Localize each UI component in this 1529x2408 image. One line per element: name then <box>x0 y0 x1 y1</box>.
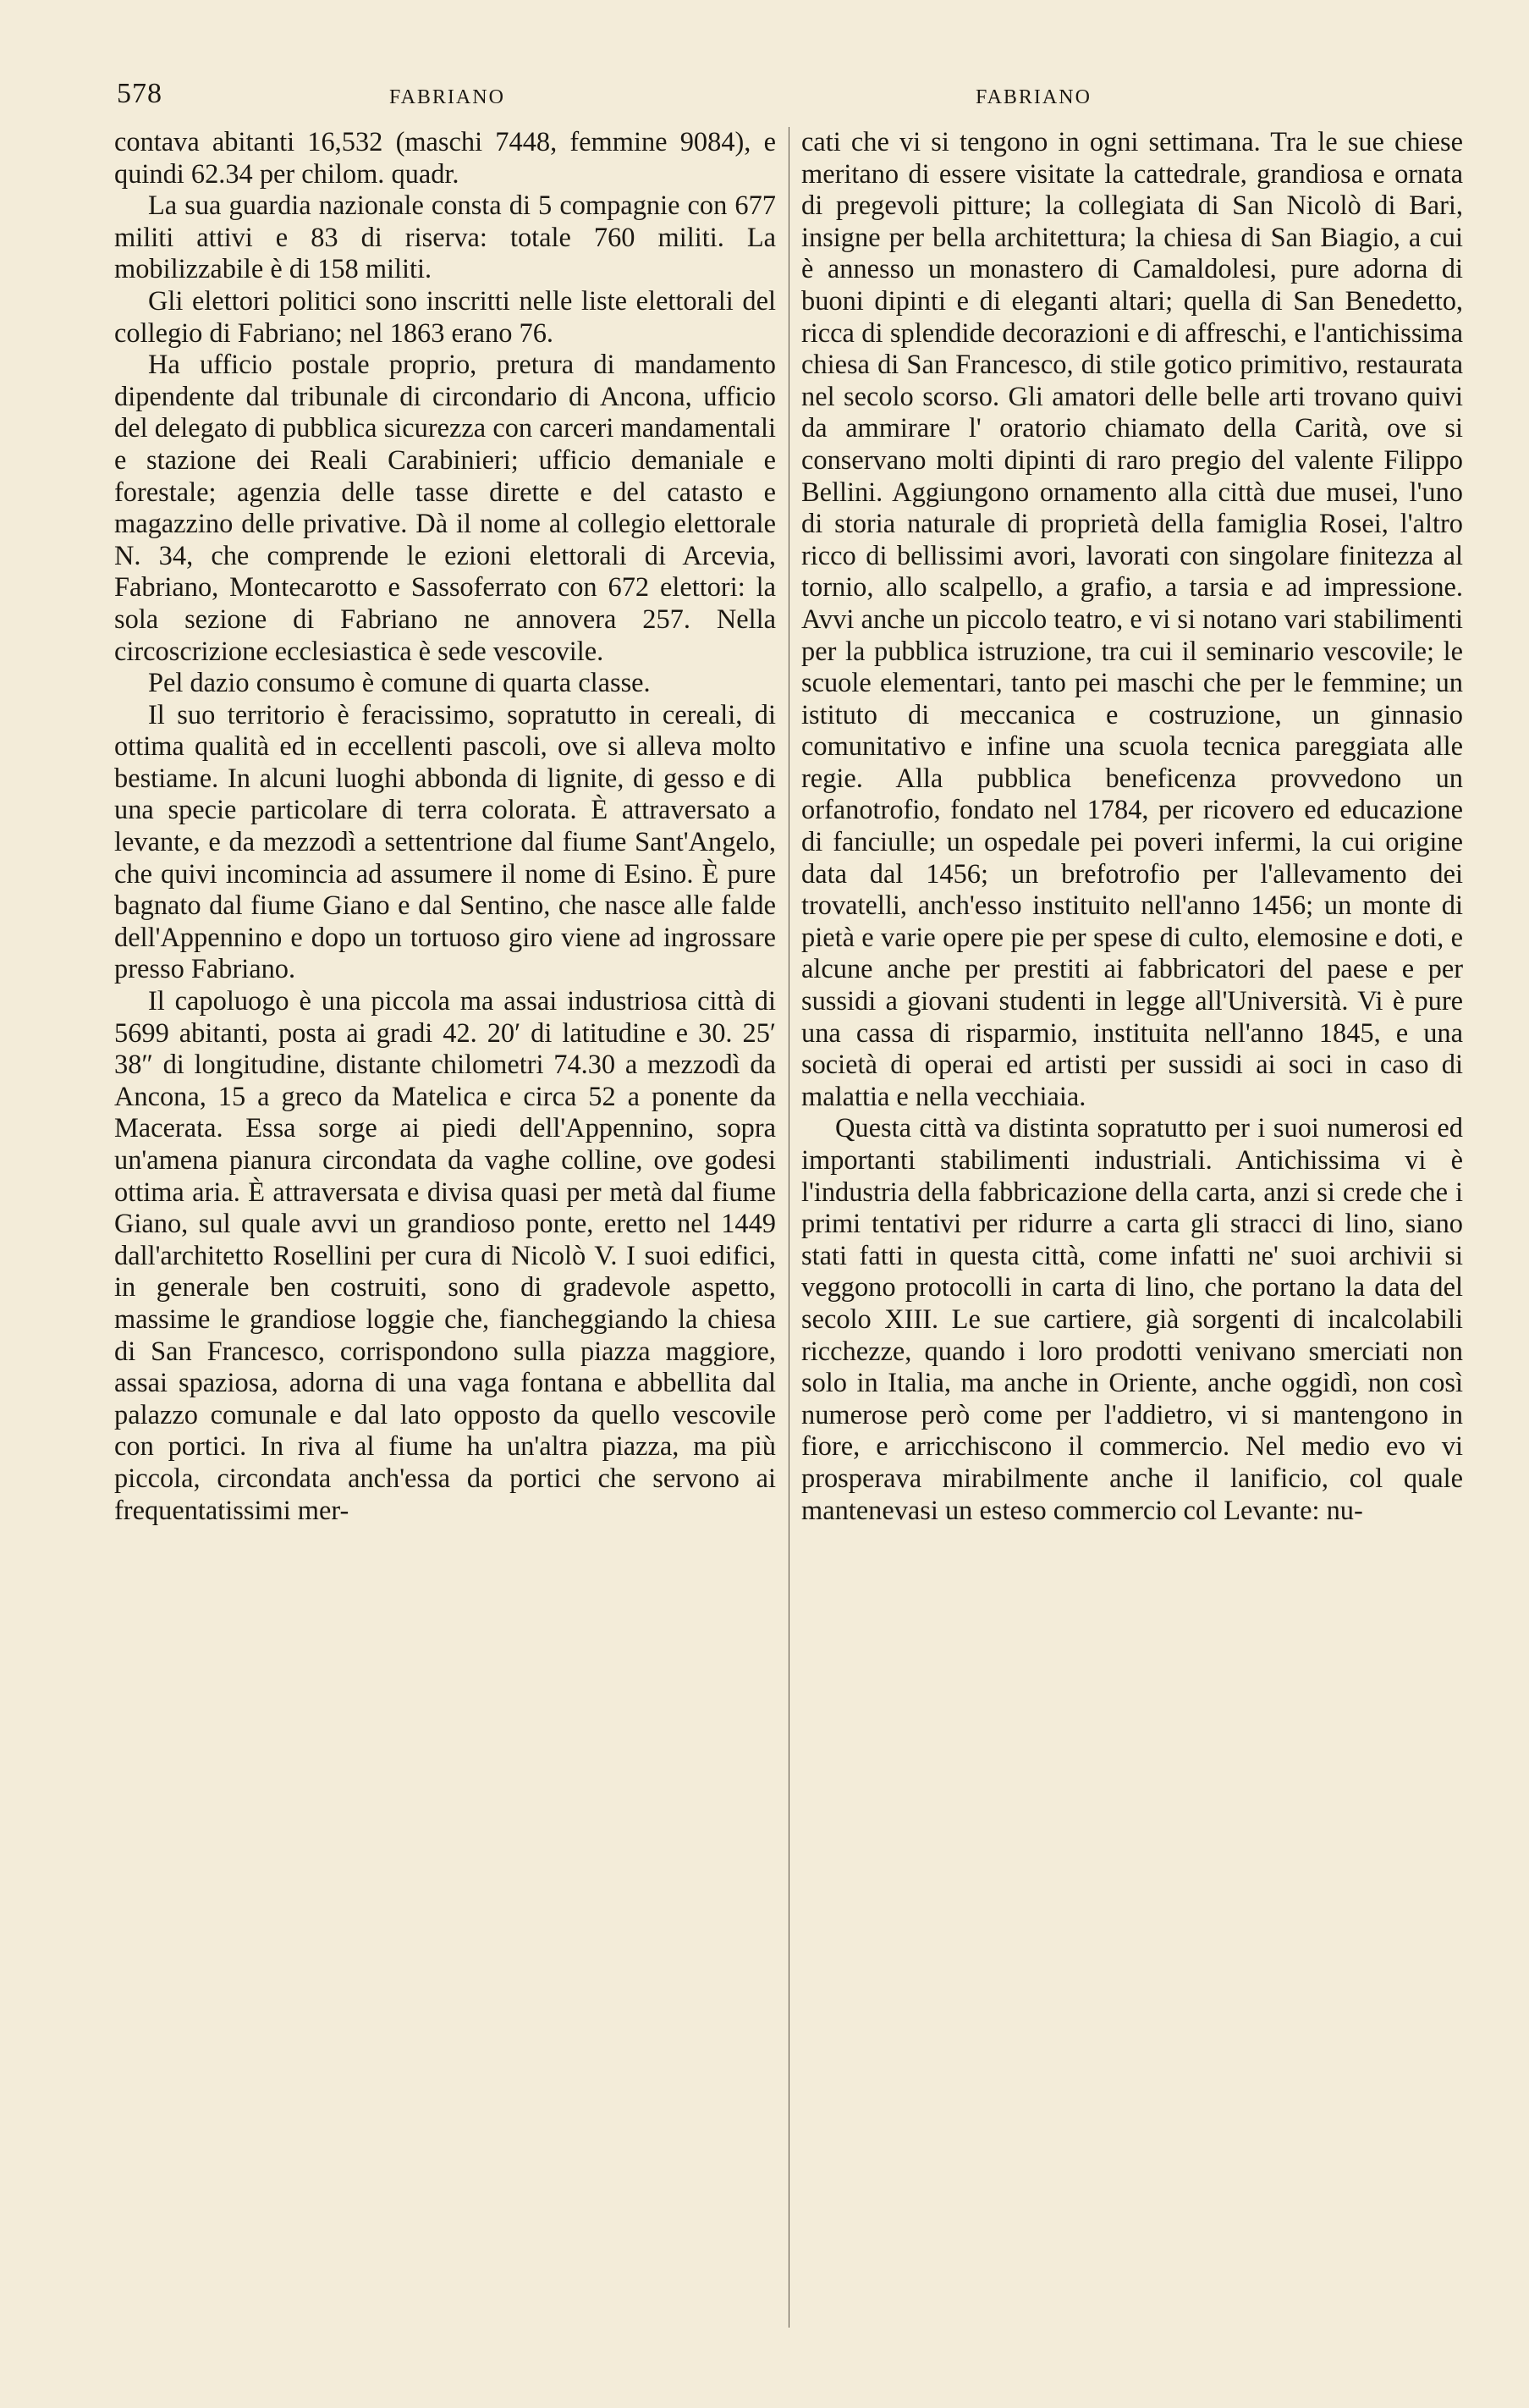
running-head-right: FABRIANO <box>976 86 1092 108</box>
paragraph: Il suo territorio è feracissimo, sopratutto in cereali, di ottima qualità ed in eccellenti pascoli, ove si alleva molto bestiame. In alcuni luoghi abbonda di lignite, di gesso e di una specie particolare di terra colorata. È attraversato a levante, e da mezzodì a settentrione dal fiume Sant'Angelo, che quivi incomincia ad assumere il nome di Esino. È pure bagnato dal fiume Giano e dal Sentino, che nasce alle falde dell'Appennino e dopo un tortuoso giro viene ad ingrossare presso Fabriano. <box>114 699 776 985</box>
paragraph: Il capoluogo è una piccola ma assai industriosa città di 5699 abitanti, posta ai gradi 42. 20′ di latitudine e 30. 25′ 38″ di longitudine, distante chilometri 74.30 a mezzodì da Ancona, 15 a greco da Matelica e circa 52 a ponente da Macerata. Essa sorge ai piedi dell'Appennino, sopra un'amena pianura circondata da vaghe colline, ove godesi ottima aria. È attraversata e divisa quasi per metà dal fiume Giano, sul quale avvi un grandioso ponte, eretto nel 1449 dall'architetto Rosellini per cura di Nicolò V. I suoi edifici, in generale ben costruiti, sono di gradevole aspetto, massime le grandiose loggie che, fiancheggiando la chiesa di San Francesco, corrispondono sulla piazza maggiore, assai spaziosa, adorna di una vaga fontana e abbellita dal palazzo comunale e dal lato opposto da quello vescovile con portici. In riva al fiume ha un'altra piazza, ma più piccola, circondata anch'essa da portici che servono ai frequentatissimi mer- <box>114 986 776 1526</box>
running-head-left: FABRIANO <box>389 86 505 108</box>
page-number: 578 <box>117 78 162 109</box>
right-column <box>801 127 1463 1527</box>
paragraph: Ha ufficio postale proprio, pretura di mandamento dipendente dal tribunale di circondario di Ancona, ufficio del delegato di pubblica sicurezza con carceri mandamentali e stazione dei Reali Carabinieri; ufficio demaniale e forestale; agenzia delle tasse dirette e del catasto e magazzino delle privative. Dà il nome al collegio elettorale N. 34, che comprende le ezioni elettorali di Arcevia, Fabriano, Montecarotto e Sassoferrato con 672 elettori: la sola sezione di Fabriano ne annovera 257. Nella circoscrizione ecclesiastica è sede vescovile. <box>114 350 776 667</box>
paragraph: La sua guardia nazionale consta di 5 compagnie con 677 militi attivi e 83 di riserva: totale 760 militi. La mobilizzabile è di 158 militi. <box>114 190 776 285</box>
left-column <box>114 127 776 1527</box>
paragraph: Gli elettori politici sono inscritti nelle liste elettorali del collegio di Fabriano; nel 1863 erano 76. <box>114 285 776 349</box>
paragraph: Pel dazio consumo è comune di quarta classe. <box>148 668 651 699</box>
paragraph: Questa città va distinta sopratutto per i suoi numerosi ed importanti stabilimenti industriali. Antichissima vi è l'industria della fabbricazione della carta, anzi si crede che i primi tentativi per ridurre a carta gli stracci di lino, siano stati fatti in questa città, come infatti ne' suoi archivii si veggono protocolli in carta di lino, che portano la data del secolo XIII. Le sue cartiere, già sorgenti di incalcolabili ricchezze, quando i loro prodotti venivano smerciati non solo in Italia, ma anche in Oriente, anche oggidì, non così numerose però come per l'addietro, vi si mantengono in fiore, e arricchiscono il commercio. Nel medio evo vi prosperava mirabilmente anche il lanificio, col quale mantenevasi un esteso commercio col Levante: nu- <box>801 1113 1463 1526</box>
paragraph: contava abitanti 16,532 (maschi 7448, femmine 9084), e quindi 62.34 per chilom. quadr. <box>114 127 776 190</box>
paragraph: cati che vi si tengono in ogni settimana. Tra le sue chiese meritano di essere visitate la cattedrale, grandiosa e ornata di pregevoli pitture; la collegiata di San Nicolò di Bari, insigne per bella architettura; la chiesa di San Biagio, a cui è annesso un monastero di Camaldolesi, pure adorna di buoni dipinti e di eleganti altari; quella di San Benedetto, ricca di splendide decorazioni e di affreschi, e l'antichissima chiesa di San Francesco, di stile gotico primitivo, restaurata nel secolo scorso. Gli amatori delle belle arti trovano quivi da ammirare l' oratorio chiamato della Carità, ove si conservano molti dipinti di raro pregio del valente Filippo Bellini. Aggiungono ornamento alla città due musei, l'uno di storia naturale di proprietà della famiglia Rosei, l'altro ricco di bellissimi avori, lavorati con singolare finitezza al tornio, allo scalpello, a grafio, a tarsia e ad impressione. Avvi anche un piccolo teatro, e vi si notano vari stabilimenti per la pubblica istruzione, tra cui il seminario vescovile; le scuole elementari, tanto pei maschi che per le femmine; un istituto di meccanica e costruzione, un ginnasio comunitativo e infine una scuola tecnica pareggiata alle regie. Alla pubblica beneficenza provvedono un orfanotrofio, fondato nel 1784, per ricovero ed educazione di fanciulle; un ospedale pei poveri infermi, la cui origine data dal 1456; un brefotrofio per l'allevamento dei trovatelli, anch'esso instituito nell'anno 1456; un monte di pietà e varie opere pie per spese di culto, elemosine e doti, e alcune anche per prestiti ai fabbricatori del paese e per sussidi a giovani studenti in legge all'Università. Vi è pure una cassa di risparmio, instituita nell'anno 1845, e una società di operai ed artisti per sussidi ai soci in caso di malattia e nella vecchiaia. <box>801 127 1463 1112</box>
